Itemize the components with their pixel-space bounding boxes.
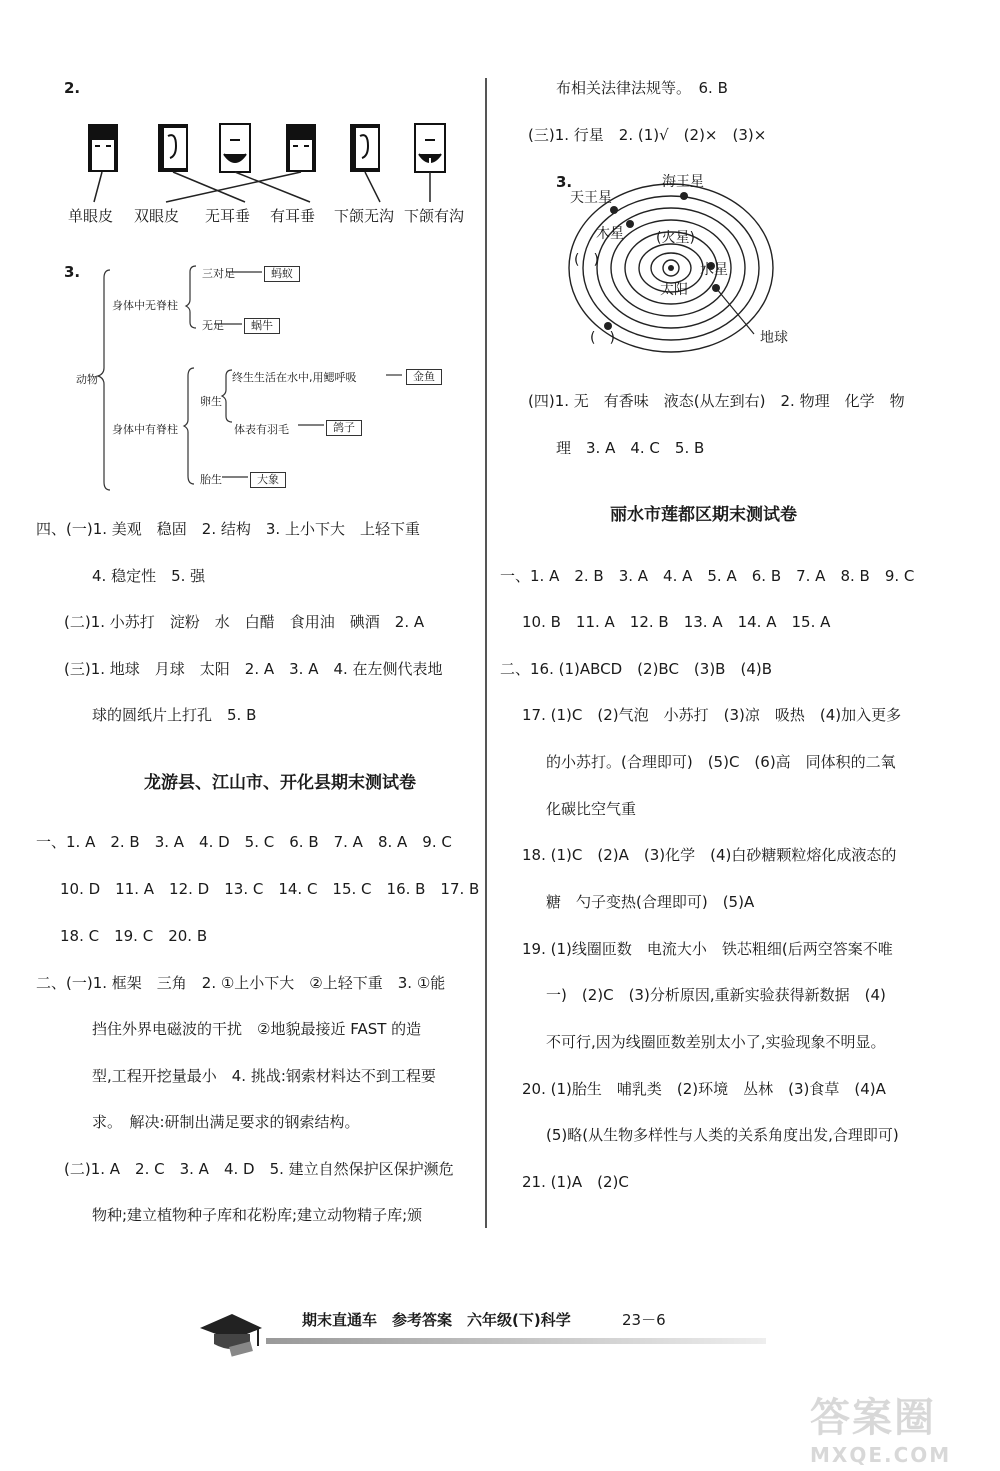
neptune-dot bbox=[680, 192, 688, 200]
label-chin-no-groove: 下颌无沟 bbox=[334, 207, 395, 225]
face-earlobe bbox=[350, 124, 380, 172]
q3-number: 3. bbox=[64, 263, 81, 281]
right-exam-line-10: 一) (2)C (3)分析原因,重新实验获得新数据 (4) bbox=[546, 986, 886, 1004]
tree-three-legs: 三对足 bbox=[202, 267, 235, 280]
answer-pigeon: 鸽子 bbox=[326, 420, 362, 436]
face-single-eyelid bbox=[88, 124, 118, 172]
right-s4-line-1: (四)1. 无 有香味 液态(从左到右) 2. 物理 化学 物 bbox=[528, 392, 905, 410]
exam-line-6: 型,工程开挖量最小 4. 挑战:钢索材料达不到工程要 bbox=[92, 1067, 436, 1085]
right-exam-line-14: 21. (1)A (2)C bbox=[522, 1173, 629, 1191]
right-exam-line-3: 二、16. (1)ABCD (2)BC (3)B (4)B bbox=[500, 660, 773, 678]
face-chin-no-groove bbox=[220, 124, 250, 172]
column-divider bbox=[485, 78, 487, 1228]
s4-line-1: 四、(一)1. 美观 稳固 2. 结构 3. 上小下大 上轻下重 bbox=[36, 520, 420, 538]
right-top-line-1: 布相关法律法规等。 6. B bbox=[556, 79, 728, 97]
label-mercury: 水星 bbox=[700, 262, 728, 278]
right-s4-line-2: 理 3. A 4. C 5. B bbox=[556, 439, 705, 457]
s4-line-2: 4. 稳定性 5. 强 bbox=[92, 567, 206, 585]
footer-rule bbox=[266, 1338, 766, 1344]
label-chin-groove: 下颌有沟 bbox=[404, 207, 465, 225]
exam-line-7: 求。 解决:研制出满足要求的钢索结构。 bbox=[92, 1113, 360, 1131]
tree-no-spine: 身体中无脊柱 bbox=[112, 299, 178, 312]
watermark-url: MXQE.COM bbox=[810, 1443, 952, 1467]
answer-elephant: 大象 bbox=[250, 472, 286, 488]
label-sun: 太阳 bbox=[660, 282, 688, 298]
exam-line-3: 18. C 19. C 20. B bbox=[60, 927, 208, 945]
right-top-line-2: (三)1. 行星 2. (1)√ (2)× (3)× bbox=[528, 126, 767, 144]
right-exam-line-1: 一、1. A 2. B 3. A 4. A 5. A 6. B 7. A 8. B 9. C bbox=[500, 567, 915, 585]
exam-line-8: (二)1. A 2. C 3. A 4. D 5. 建立自然保护区保护濒危 bbox=[64, 1160, 454, 1178]
face-double-eyelid-ear bbox=[158, 124, 188, 172]
right-exam-line-9: 19. (1)线圈匝数 电流大小 铁芯粗细(后两空答案不唯 bbox=[522, 940, 893, 958]
right-exam-line-13: (5)略(从生物多样性与人类的关系角度出发,合理即可) bbox=[546, 1126, 899, 1144]
tree-viviparous: 胎生 bbox=[200, 473, 222, 486]
exam-line-2: 10. D 11. A 12. D 13. C 14. C 15. C 16. B 17. B bbox=[60, 880, 480, 898]
blank-bottom: ( ) bbox=[590, 330, 615, 346]
watermark-cn: 答案圈 bbox=[810, 1395, 936, 1441]
jupiter-dot bbox=[626, 220, 634, 228]
tree-water: 终生生活在水中,用鳃呼吸 bbox=[232, 371, 357, 384]
right-exam-line-4: 17. (1)C (2)气泡 小苏打 (3)凉 吸热 (4)加入更多 bbox=[522, 706, 902, 724]
tree-spine: 身体中有脊柱 bbox=[112, 423, 178, 436]
tree-root: 动物 bbox=[76, 373, 98, 386]
label-no-earlobe: 无耳垂 bbox=[205, 207, 251, 225]
section-title-lishui: 丽水市莲都区期末测试卷 bbox=[610, 505, 797, 525]
exam-line-5: 挡住外界电磁波的干扰 ②地貌最接近 FAST 的造 bbox=[92, 1020, 422, 1038]
label-neptune: 海王星 bbox=[662, 174, 704, 190]
tree-oviparous: 卵生 bbox=[200, 395, 222, 408]
s4-line-4: (三)1. 地球 月球 太阳 2. A 3. A 4. 在左侧代表地 bbox=[64, 660, 443, 678]
footer-page-number: 23－6 bbox=[622, 1311, 666, 1329]
right-exam-line-12: 20. (1)胎生 哺乳类 (2)环境 丛林 (3)食草 (4)A bbox=[522, 1080, 886, 1098]
right-exam-line-7: 18. (1)C (2)A (3)化学 (4)白砂糖颗粒熔化成液态的 bbox=[522, 846, 897, 864]
footer-text: 期末直通车 参考答案 六年级(下)科学 bbox=[302, 1311, 571, 1329]
label-single-eyelid: 单眼皮 bbox=[68, 207, 114, 225]
label-uranus: 天王星 bbox=[570, 190, 612, 206]
face-single-eyelid-2 bbox=[286, 124, 316, 172]
s4-line-3: (二)1. 小苏打 淀粉 水 白醋 食用油 碘酒 2. A bbox=[64, 613, 425, 631]
q2-number: 2. bbox=[64, 79, 81, 97]
exam-line-4: 二、(一)1. 框架 三角 2. ①上小下大 ②上轻下重 3. ①能 bbox=[36, 974, 446, 992]
tree-feather: 体表有羽毛 bbox=[234, 423, 289, 436]
label-mars: (火星) bbox=[656, 230, 695, 246]
answer-snail: 蜗牛 bbox=[244, 318, 280, 334]
right-exam-line-5: 的小苏打。(合理即可) (5)C (6)高 同体积的二氧 bbox=[546, 753, 896, 771]
right-exam-line-2: 10. B 11. A 12. B 13. A 14. A 15. A bbox=[522, 613, 831, 631]
s4-line-5: 球的圆纸片上打孔 5. B bbox=[92, 706, 257, 724]
watermark bbox=[810, 1386, 990, 1466]
exam-line-1: 一、1. A 2. B 3. A 4. D 5. C 6. B 7. A 8. A 9. C bbox=[36, 833, 452, 851]
label-earlobe: 有耳垂 bbox=[270, 207, 316, 225]
label-double-eyelid: 双眼皮 bbox=[134, 207, 180, 225]
graduation-cap-icon bbox=[196, 1306, 266, 1358]
exam-line-9: 物种;建立植物种子库和花粉库;建立动物精子库;颁 bbox=[92, 1206, 423, 1224]
right-exam-line-6: 化碳比空气重 bbox=[546, 800, 637, 818]
label-earth: 地球 bbox=[760, 330, 788, 346]
answer-goldfish: 金鱼 bbox=[406, 369, 442, 385]
face-chin-groove bbox=[415, 124, 445, 172]
q3-solar-number: 3. bbox=[556, 173, 573, 191]
right-exam-line-8: 糖 勺子变热(合理即可) (5)A bbox=[546, 893, 755, 911]
section-title-longyou: 龙游县、江山市、开化县期末测试卷 bbox=[144, 773, 416, 793]
blank-left: ( ) bbox=[574, 252, 599, 268]
answer-ant: 蚂蚁 bbox=[264, 266, 300, 282]
right-exam-line-11: 不可行,因为线圈匝数差别太小了,实验现象不明显。 bbox=[546, 1033, 886, 1051]
tree-no-legs: 无足 bbox=[202, 319, 224, 332]
label-jupiter: 木星 bbox=[596, 226, 624, 242]
